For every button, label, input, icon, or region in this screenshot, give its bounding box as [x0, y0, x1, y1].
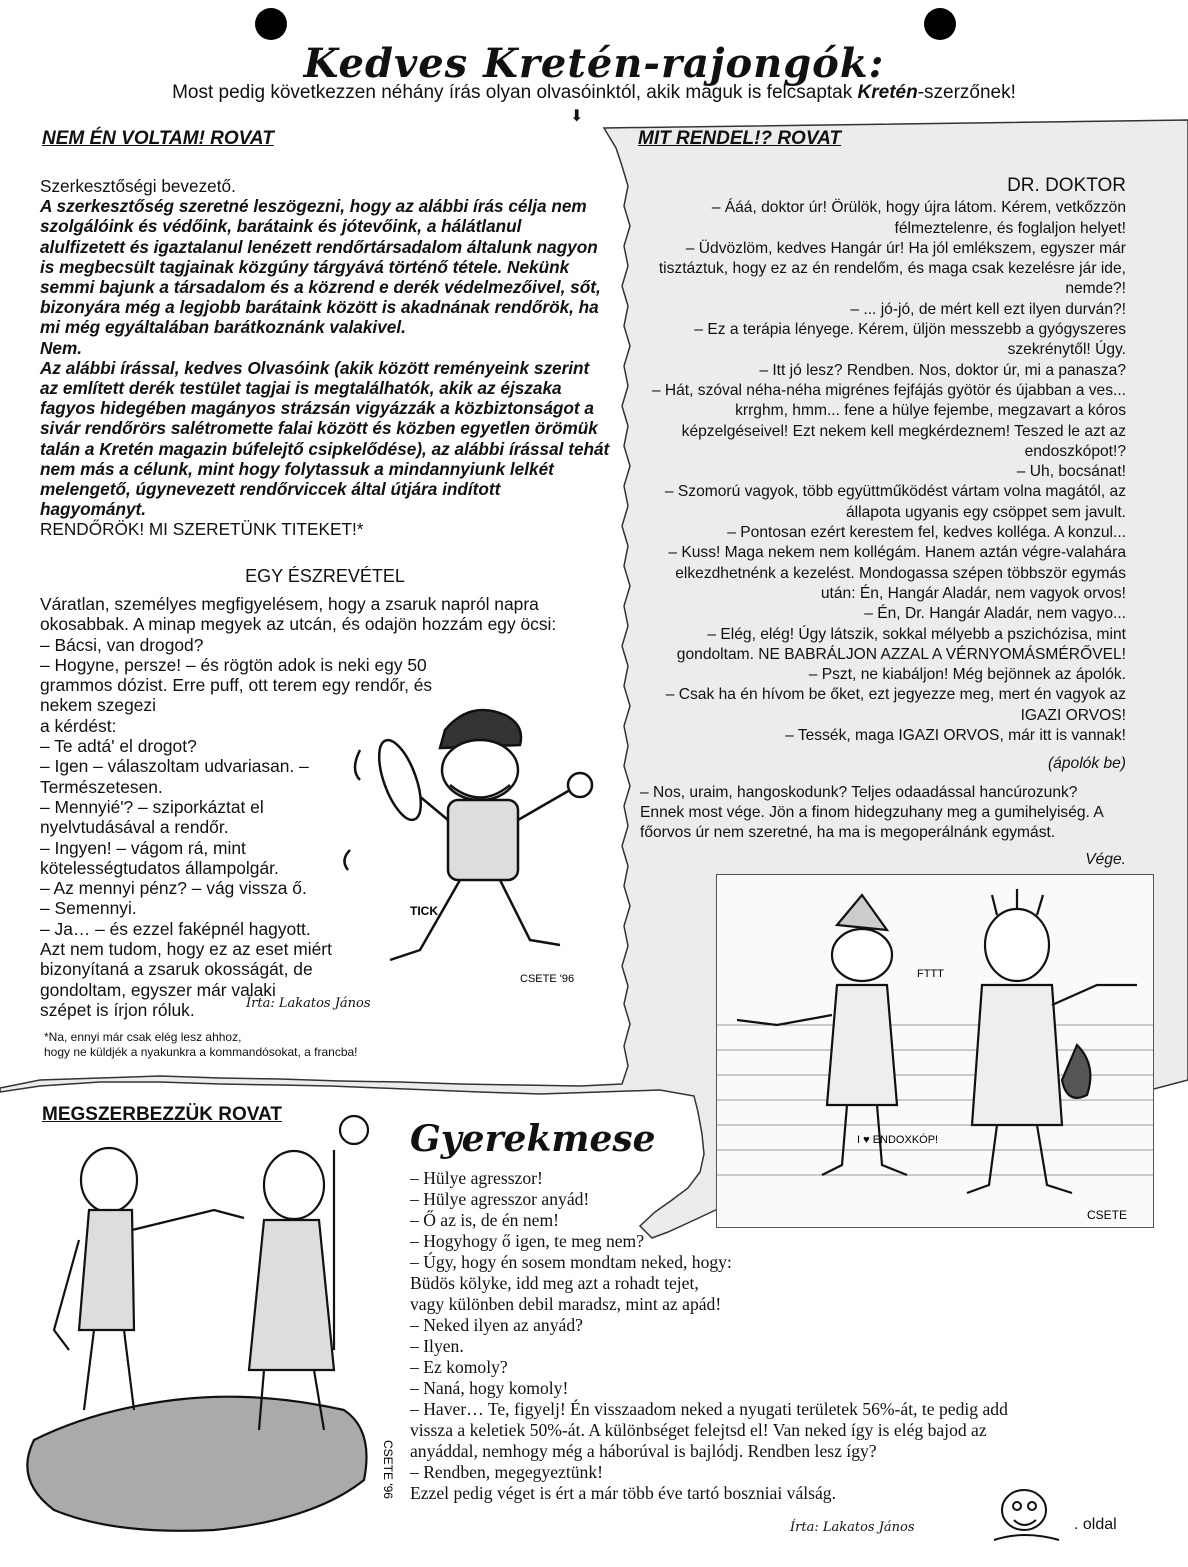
- section-heading-megszerbezzuk: MEGSZERBEZZÜK ROVAT: [42, 1104, 282, 1125]
- page-title: Kedves Kretén-rajongók:: [303, 40, 885, 87]
- punch-hole-right: [924, 8, 956, 40]
- story-end: Vége.: [1085, 850, 1126, 868]
- subtitle-pre: Most pedig következzen néhány írás olyan olvasóinktól, akik maguk is felcsaptak: [172, 82, 858, 103]
- page-subtitle: [0, 82, 1188, 104]
- dialogue-line: – Pszt, ne kiabáljon! Még bejönnek az ápolók.: [808, 666, 1126, 684]
- footnote: [44, 1030, 424, 1060]
- story-line: a kérdést:: [40, 715, 117, 736]
- story-line: – Bácsi, van drogod?: [40, 634, 204, 655]
- stage-direction: (ápolók be): [1047, 755, 1126, 773]
- dialogue-line: – Én, Dr. Hangár Aladár, nem vagyo...: [864, 605, 1126, 623]
- dialogue-line: – Tessék, maga IGAZI ORVOS, már itt is vannak!: [785, 727, 1126, 745]
- bosnia-cartoon-illustration: [14, 1110, 404, 1550]
- intro-ending: RENDŐRÖK! MI SZERETÜNK TITEKET!*: [40, 519, 364, 540]
- fairy-line: – Neked ilyen az anyád?: [410, 1315, 583, 1335]
- cartoon-label: I ♥ ENDOXKÓP!: [857, 1134, 939, 1146]
- dialogue-line: – Ez a terápia lényege. Kérem, üljön messzebb a gyógyszeres szekrénytől! Úgy.: [694, 321, 1126, 359]
- fairy-tale-body: [410, 1168, 1170, 1504]
- fairy-line: – Ilyen.: [410, 1336, 464, 1356]
- story-title: EGY ÉSZREVÉTEL: [245, 566, 405, 586]
- story-line: kötelességtudatos állampolgár.: [40, 857, 279, 878]
- story-line: Természetesen.: [40, 776, 163, 797]
- down-arrow-icon: ⬇: [570, 108, 584, 125]
- fairy-line: – Ez komoly?: [410, 1357, 508, 1377]
- fairy-line: – Ő az is, de én nem!: [410, 1210, 560, 1230]
- story-line: Azt nem tudom, hogy ez az eset miért: [40, 939, 332, 960]
- cartoon-signature: CSETE: [1087, 1208, 1128, 1222]
- police-cartoon-illustration: [330, 690, 610, 990]
- dialogue-line: – Hát, szóval néha-néha migrénes fejfájás gyötör és újabban a ves... krrghm, hmm... fene a hülye fejembe, megzavart a kóros képzelgéseivel! Ezt nekem kell megkérdeznem! Teszed le azt az endoszkópot!?: [651, 381, 1126, 460]
- story-author: Írta: Lakatos János: [246, 996, 371, 1011]
- section-heading-mit-rendel: MIT RENDEL!? ROVAT: [638, 128, 841, 149]
- fairy-line: – Hülye agresszor!: [410, 1168, 543, 1188]
- fairy-line: – Hülye agresszor anyád!: [410, 1189, 590, 1209]
- footnote-line: *Na, ennyi már csak elég lesz ahhoz,: [44, 1030, 242, 1044]
- dialogue-line: – Elég, elég! Úgy látszik, sokkal mélyebb a pszichózisa, mint gondoltam. NE BABRÁLJON AZZAL A VÉRNYOMÁSMÉRŐVEL!: [676, 625, 1126, 663]
- dialogue-line: – Csak ha én hívom be őket, ezt jegyezze meg, mert én vagyok az IGAZI ORVOS!: [665, 686, 1126, 724]
- fairy-line: Büdös kölyke, idd meg azt a rohadt tejet,: [410, 1273, 699, 1293]
- cartoon-sfx: FTTT: [917, 968, 944, 980]
- story-author: Götz Attila: [1055, 875, 1126, 891]
- subtitle-post: -szerzőnek!: [917, 82, 1016, 103]
- cartoon-sfx: TICK: [410, 904, 438, 918]
- cartoon-signature: CSETE '96: [381, 1440, 395, 1499]
- story-line: – Az mennyi pénz? – vág vissza ő.: [40, 878, 307, 899]
- dialogue-line: – Itt jó lesz? Rendben. Nos, doktor úr, mi a panasza?: [759, 361, 1126, 379]
- intro-paragraph-2: Nem.: [40, 337, 83, 358]
- dialogue-line: – Üdvözlöm, kedves Hangár úr! Ha jól emlékszem, egyszer már tisztáztuk, hogy ez az én rendelőm, és maga csak kezelésre jár ide, nemde?!: [658, 239, 1126, 298]
- fairy-line: – Rendben, megegyeztünk!: [410, 1462, 603, 1482]
- subtitle-emphasis: Kretén: [857, 82, 918, 103]
- fairy-line: – Naná, hogy komoly!: [410, 1378, 569, 1398]
- story-line: bizonyítaná a zsaruk okosságát, de: [40, 959, 313, 980]
- story-line: – Mennyié'? – sziporkáztat el: [40, 796, 264, 817]
- intro-label: Szerkesztőségi bevezető.: [40, 176, 236, 196]
- fairy-line: Ezzel pedig véget is ért a már több éve tartó boszniai válság.: [410, 1483, 836, 1503]
- dialogue-line: – Ááá, doktor úr! Örülök, hogy újra látom. Kérem, vetkőzzön félmeztelenre, és foglaljon helyet!: [711, 199, 1126, 237]
- fairy-line: – Úgy, hogy én sosem mondtam neked, hogy:: [410, 1252, 732, 1272]
- mascot-logo-icon: [984, 1480, 1070, 1546]
- punch-hole-left: [255, 8, 287, 40]
- story-line: – Hogyne, persze! – és rögtön adok is neki egy 50 grammos dózist. Erre puff, ott terem egy rendőr, és nekem szegezi: [40, 654, 433, 716]
- footnote-line: hogy ne küldjék a nyakunkra a kommandósokat, a francba!: [44, 1045, 358, 1059]
- dialogue-line: – Uh, bocsánat!: [1016, 463, 1126, 481]
- story-title: DR. DOKTOR: [1007, 175, 1126, 196]
- section-heading-nem-en-voltam: NEM ÉN VOLTAM! ROVAT: [42, 128, 274, 149]
- story-line: – Semennyi.: [40, 898, 137, 919]
- story-line: Váratlan, személyes megfigyelésem, hogy a zsaruk napról napra okosabbak. A minap megyek az utcán, és odajön hozzám egy öcsi:: [40, 594, 557, 635]
- fairy-tale-author: Írta: Lakatos János: [790, 1520, 915, 1535]
- dialogue-line: – Szomorú vagyok, több együttműködést vártam volna magától, az állapota ugyanis egy csöppet sem javult.: [664, 483, 1126, 521]
- fairy-tale-title: Gyerekmese: [410, 1118, 656, 1160]
- story-line: szépet is írjon róluk.: [40, 999, 195, 1020]
- intro-paragraph-3: Az alábbi írással, kedves Olvasóink (akik között reményeink szerint az említett derék testület tagjai is megtalálhatók, akik az éjszaka fagyos hidegében magányos strázsán vigyázzák a közbiztonságot a sivár rendőrörs salétromette falai között és közben egyetlen örömük talán a Kretén magazin búfelejtő csipkelődése), az alábbi írással tehát nem más a célunk, mint hogy folytassuk a mindannyiunk lelkét melengető, úgynevezett rendőrviccek által útjára indított hagyományt.: [40, 357, 610, 520]
- dialogue-line: – Kuss! Maga nekem nem kollégám. Hanem aztán végre-valahára elkezdhetnénk a kezelést. Mondogassa szépen többször egymás után: Én, Hangár Aladár, nem vagyok orvos!: [668, 544, 1126, 602]
- fairy-line: vagy különben debil maradsz, mint az apád!: [410, 1294, 722, 1314]
- story-line: nyelvtudásával a rendőr.: [40, 817, 229, 838]
- dialogue-line: – ... jó-jó, de mért kell ezt ilyen durván?!: [850, 300, 1126, 318]
- dr-doktor-story: [640, 176, 1126, 894]
- story-line: – Te adtá' el drogot?: [40, 736, 197, 757]
- intro-paragraph-1: A szerkesztőség szeretné leszögezni, hogy az alábbi írás célja nem szolgálóink és védőink, barátaink és jótevőink, a hálátlanul alulfizetett és igaztalanul lenézett rendőrtársadalom általunk nagyon is megbecsült tagjainak közgúny tárgyává történő tétele. Nekünk semmi bajunk a társadalom és a közrend e derék védelmezőivel, sőt, bizonyára még a legjobb barátaink között is akadnának rendőrök, ha mi még egyáltalában barátkoznánk valakivel.: [40, 196, 601, 338]
- story-line: gondoltam, egyszer már valaki: [40, 979, 276, 1000]
- story-line: – Ja… – és ezzel faképnél hagyott.: [40, 918, 311, 939]
- story-line: – Igen – válaszoltam udvariasan. –: [40, 756, 309, 777]
- editorial-intro: [40, 176, 610, 540]
- story-line: – Ingyen! – vágom rá, mint: [40, 837, 246, 858]
- fairy-line: – Hogyhogy ő igen, te meg nem?: [410, 1231, 645, 1251]
- fairy-line: – Haver… Te, figyelj! Én visszaadom neked a nyugati területek 56%-át, te pedig add vissza a keletiek 50%-át. A különbséget felejtsd el! Van neked így is elég bajod az anyáddal, nemhogy még a háborúval is bajlódj. Rendben lesz így?: [410, 1399, 1008, 1461]
- dialogue-last: – Nos, uraim, hangoskodunk? Teljes odaadással hancúrozunk? Ennek most vége. Jön a finom hidegzuhany meg a gumihelyiség. A főorvos úr nem szeretné, ha ma is megoperálnánk egymást.: [640, 783, 1103, 842]
- dialogue-line: – Pontosan ezért kerestem fel, kedves kolléga. A konzul...: [727, 524, 1126, 542]
- page-number-label: . oldal: [1074, 1516, 1117, 1533]
- cartoon-signature: CSETE '96: [520, 973, 575, 985]
